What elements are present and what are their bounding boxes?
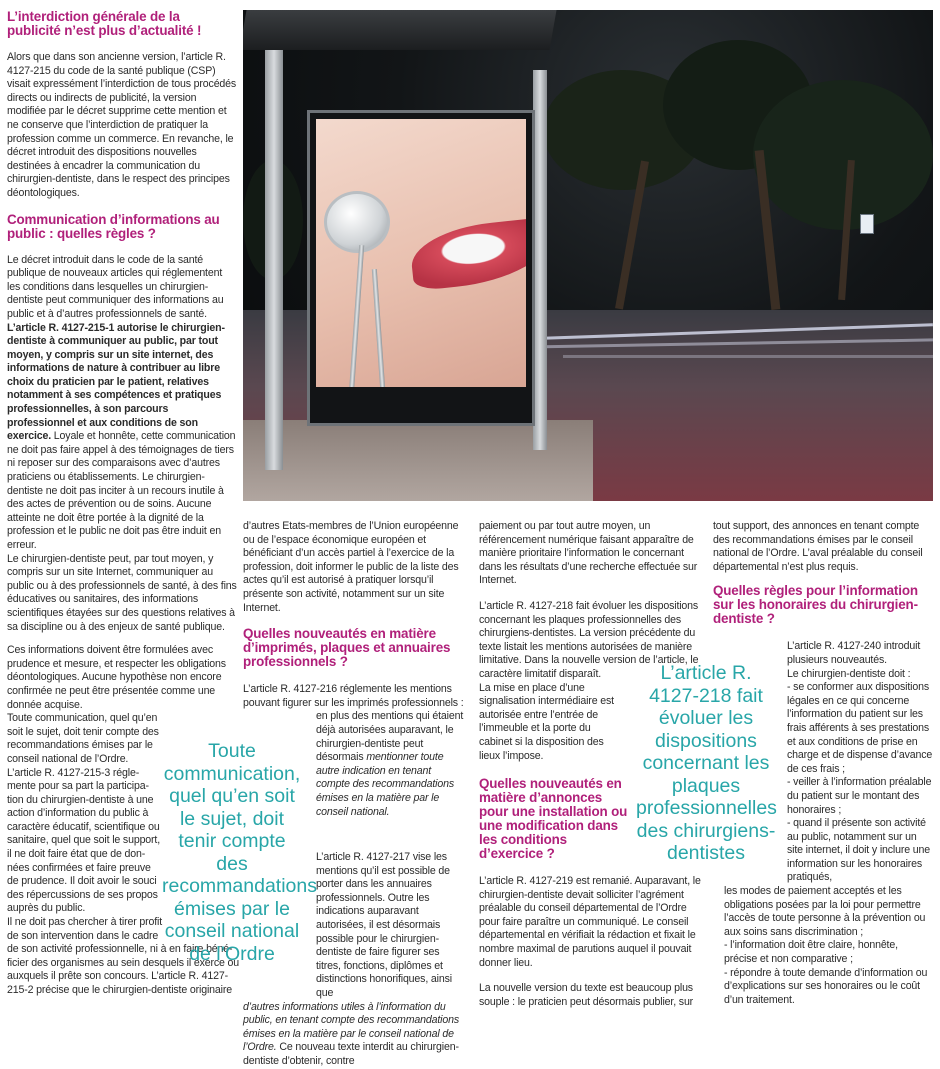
text-line: ficier des organismes au sein desquels il exerce ou xyxy=(7,956,240,969)
text-line: 215-2 précise que le chirurgien-dentiste originaire xyxy=(7,984,232,996)
text-line: tion du chirurgien-dentiste à une xyxy=(7,793,154,806)
paragraph xyxy=(316,710,465,819)
text-line: sanitaire, quel que soit le support, xyxy=(7,834,161,847)
paragraph: La mise en place d’une signalisation intermédiaire est autorisée entre l’entrée de l’immeuble et la porte du cabinet si la disposition des lieux l’impose. xyxy=(479,681,614,762)
paragraph: paiement ou par tout autre moyen, un référencement numérique faisant apparaître de manière prioritaire l’information le concernant dans les résultats d’une recherche effectuée sur Internet. xyxy=(479,520,698,587)
paragraph: tout support, des annonces en tenant compte des recommandations émises par le conseil national de l’Ordre. L’aval préalable du conseil départemental n’est plus requis. xyxy=(713,520,923,573)
text-line: il ne doit faire état que de don- xyxy=(7,848,146,861)
column-4 xyxy=(713,520,933,1007)
bus-shelter-photo xyxy=(243,10,933,501)
paragraph-text: Ce nouveau texte interdit au chirurgien-dentiste d’obtenir, contre xyxy=(243,1041,459,1067)
paragraph: Le décret introduit dans le code de la santé publique de nouveaux articles qui réglementent les conditions dans lesquelles un chirurgien-dentiste peut communiquer des informations au public et à d’autres professionnels de santé. xyxy=(7,253,224,320)
paragraph: L’article R. 4127-240 introduit plusieurs nouveautés. xyxy=(787,640,921,666)
pull-quote: Toute communication, quel qu’en soit le sujet, doit tenir compte des recommandations émises par le conseil national de l’Ordre xyxy=(162,740,317,965)
text-line: auxquels il prête son concours. L’article R. 4127- xyxy=(7,970,228,983)
list-item: - l’information doit être claire, honnête, précise et non comparative ; xyxy=(724,939,898,966)
text-line: L’article R. 4127-215-3 régle- xyxy=(7,766,140,779)
heading-imprimes: Quelles nouveautés en matière d’imprimés, plaques et annuaires professionnels ? xyxy=(243,626,451,670)
text-line: des répercussions de ses propos xyxy=(7,888,158,901)
paragraph: L’article R. 4127-217 vise les mentions qu’il est possible de porter dans les annuaires professionnels. Outre les indications auparavant autorisées, il est désormais possible pour le chirurgien-dentiste de faire figurer ses titres, fonctions, diplômes et distinctions honorifiques, ainsi que xyxy=(316,851,452,1000)
heading-honoraires: Quelles règles pour l’information sur les honoraires du chirurgien-dentiste ? xyxy=(713,583,918,627)
dental-advert-image xyxy=(316,119,526,387)
text-line: de son activité professionnelle, ni à en faire béné- xyxy=(7,943,233,956)
text-line: Il ne doit pas chercher à tirer profit xyxy=(7,916,163,929)
paragraph: Alors que dans son ancienne version, l’article R. 4127-215 du code de la santé publique (CSP) visait expressément l’interdiction de tous procédés directs ou indirects de publicité, la version modifiée par le décret supprime cette mention et ne conserve que l’interdiction de pratiquer la profession comme un commerce. En revanche, le décret introduit des dispositions nouvelles destinées à encadrer la communication du chirurgien-dentiste, dans le respect des principes déontologiques. xyxy=(7,51,237,199)
heading-annonces: Quelles nouveautés en matière d’annonces pour une installation ou une modification dans les conditions d’exercice ? xyxy=(479,776,628,862)
paragraph: d’autres Etats-membres de l’Union européenne ou de l’espace économique européen et bénéficiant d’un accès partiel à l’exercice de la profession, doit informer le public de la liste des actes qu’il est autorisé à pratiquer lorsqu’il présente son activité, notamment sur un site Internet. xyxy=(243,520,459,614)
paragraph xyxy=(243,1001,465,1069)
italic-text: d’autres informations utiles à l’information du public, en tenant compte des recommandations émises en la matière par le conseil national de l’Ordre. xyxy=(243,1000,459,1054)
text-line: nées confirmées et faire preuve xyxy=(7,861,151,874)
text-line: mente pour sa part la participa- xyxy=(7,780,149,793)
list-item: - répondre à toute demande d’information ou d’explications sur ses honoraires ou le coût d’un traitement. xyxy=(724,966,928,1006)
list-item: - se conformer aux dispositions légales en ce qui concerne l’information du patient sur les frais afférents à ses prestations et aux conditions de prise en charge et de dispense d’avance de ces frais ; xyxy=(787,681,933,775)
text-line: conseil national de l’Ordre. xyxy=(7,752,129,765)
heading-communication: Communication d’informations au public : quelles règles ? xyxy=(7,211,220,241)
article-215-1-text: L’article R. 4127-215-1 autorise le chirurgien-dentiste à communiquer au public, par tout moyen, y compris sur un site internet, des informations de nature à contribuer au libre choix du praticien par le patient, relatives notamment à ses compétences et pratiques professionnelles, à son parcours professionnel et aux conditions de son exercice. xyxy=(7,321,225,443)
text-line: auprès du public. xyxy=(7,902,86,915)
paragraph xyxy=(7,322,237,553)
paragraph: Le chirurgien-dentiste doit : xyxy=(787,667,911,680)
text-line: de son intervention dans le cadre xyxy=(7,929,159,942)
paragraph-rest: Loyale et honnête, cette communication ne doit pas faire appel à des témoignages de tiers ni reposer sur des comparaisons avec d’autres praticiens ou établissements. Le chirurgien-dentiste ne doit pas inciter à un recours inutile à des actes de prévention ou de soins. Aucune atteinte ne doit être portée à la dignité de la profession et le public ne doit pas être induit en erreur. xyxy=(7,430,236,551)
advertising-panel xyxy=(307,110,535,426)
list-item: les modes de paiement acceptés et les obligations posées par la loi pour permettre l’accès de toute personne à la prévention ou aux soins sans discrimination ; xyxy=(724,885,926,938)
paragraph: La nouvelle version du texte est beaucoup plus souple : le praticien peut désormais publier, sur xyxy=(479,982,694,1008)
paragraph: L’article R. 4127-219 est remanié. Auparavant, le chirurgien-dentiste devait solliciter l’agrément préalable du conseil départemental de l’Ordre pour faire paraître un communiqué. Le conseil départemental en vérifiait la rédaction et fixait le nombre maximal de parutions auquel il pouvait donner lieu. xyxy=(479,875,701,969)
paragraph-text: en plus des mentions qui étaient déjà autorisées auparavant, le chirurgien-dentiste peut désormais xyxy=(316,710,464,764)
text-line: caractère éducatif, scientifique ou xyxy=(7,820,160,833)
text-line: soit le sujet, doit tenir compte des xyxy=(7,725,159,738)
indented-block xyxy=(787,640,933,885)
list-item: - veiller à l’information préalable du patient sur le montant des honoraires ; xyxy=(787,776,932,816)
indented-block xyxy=(316,710,465,1000)
text-line: recommandations émises par le xyxy=(7,739,153,752)
italic-text: mentionner toute autre indication en tenant compte des recommandations émises en la matière par le conseil national. xyxy=(316,751,455,818)
paragraph: Le chirurgien-dentiste peut, par tout moyen, y compris sur un site Internet, communiquer au public ou à des professionnels de santé, à des fins éducatives ou sanitaires, des informations scientifiques étayées sur des questions relatives à sa discipline ou à des enjeux de santé publique. xyxy=(7,552,237,633)
text-line: de prudence. Il doit avoir le souci xyxy=(7,875,157,888)
paragraph: L’article R. 4127-218 fait évoluer les dispositions concernant les plaques professionnelles des chirurgiens-dentistes. La version précédente du texte listait les mentions autorisées de manière limitative. Dans la nouvelle version de l’article, le caractère limitatif disparaît. xyxy=(479,599,699,680)
text-line: Toute communication, quel qu’en xyxy=(7,712,158,725)
column-2 xyxy=(243,520,465,1069)
pull-quote: L’article R. 4127-218 fait évoluer les dispositions concernant les plaques professionnelles des chirurgiens-dentistes xyxy=(636,662,777,864)
heading-publicite: L’interdiction générale de la publicité n’est plus d’actualité ! xyxy=(7,9,202,38)
paragraph: L’article R. 4127-216 réglemente les mentions pouvant figurer sur les imprimés professionnels : xyxy=(243,683,464,709)
list-item: - quand il présente son activité au public, notamment sur un site internet, il doit y inclure une information sur les honoraires pratiqués, xyxy=(787,817,930,884)
paragraph: Ces informations doivent être formulées avec prudence et mesure, et respecter les obligations déontologiques. Aucune hypothèse non encore confirmée ne peut être présentée comme une donnée acquise. xyxy=(7,644,226,711)
text-line: action d’information du public à xyxy=(7,807,149,820)
list-block xyxy=(724,885,933,1007)
